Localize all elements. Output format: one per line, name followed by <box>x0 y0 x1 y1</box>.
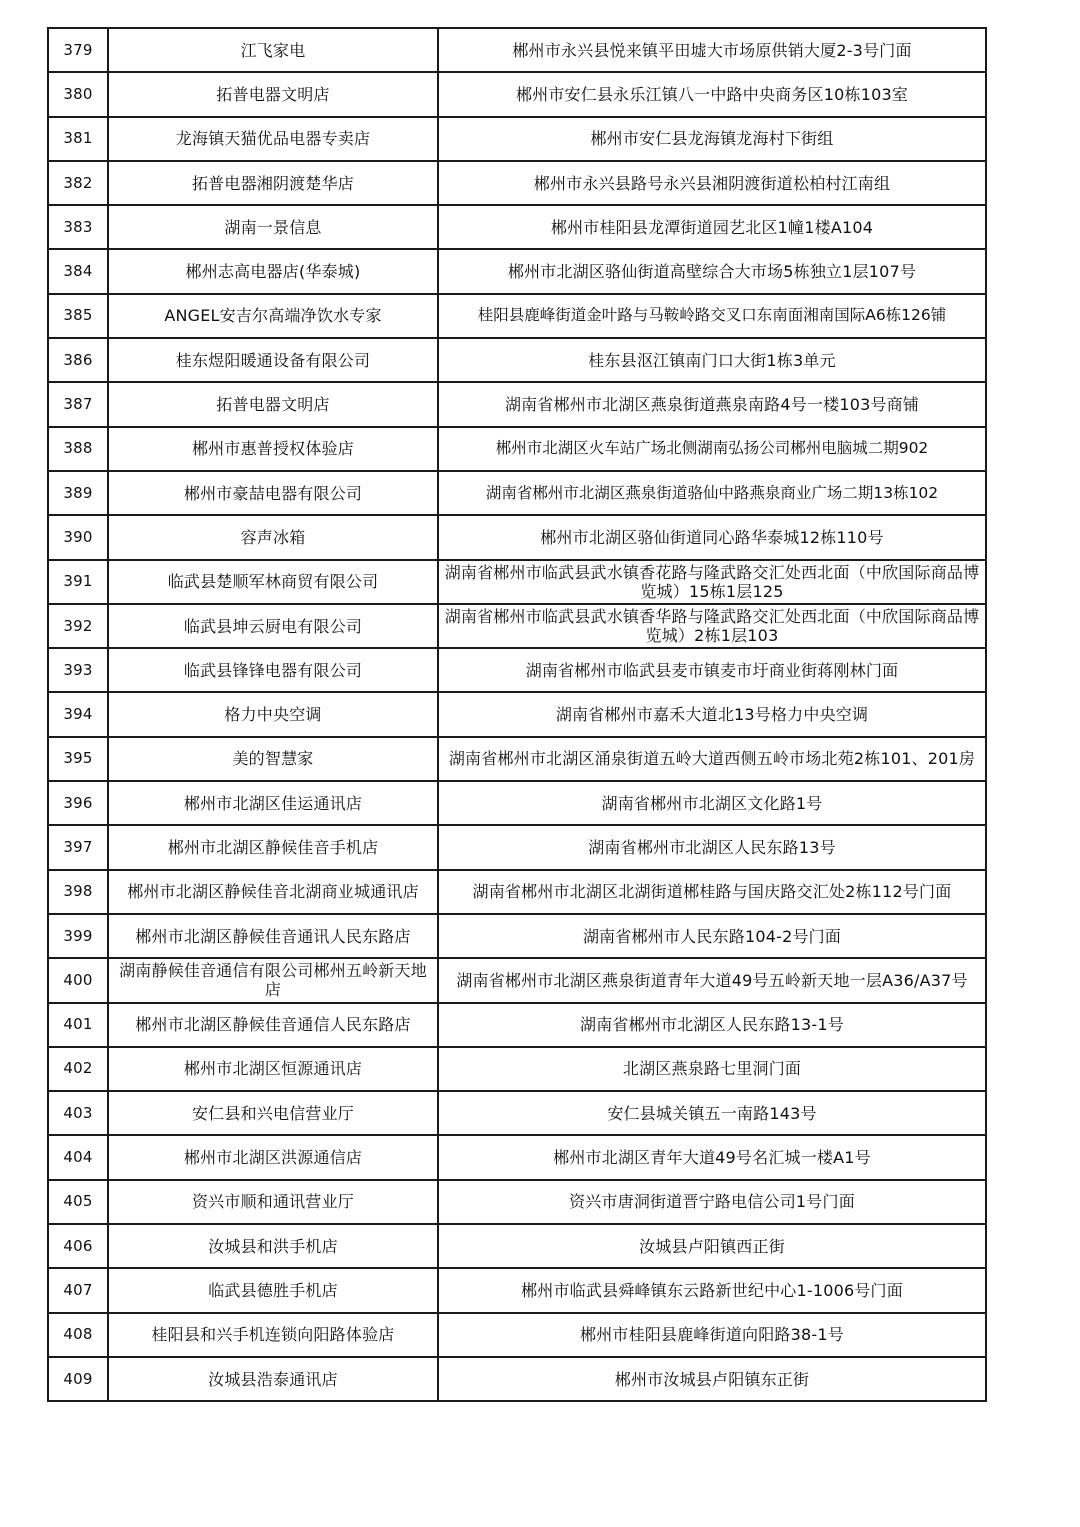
table-row <box>48 870 986 914</box>
store-name: 拓普电器文明店 <box>108 72 438 116</box>
table-row <box>48 1091 986 1135</box>
table-row <box>48 958 986 1002</box>
table-row <box>48 161 986 205</box>
row-number: 396 <box>48 781 108 825</box>
store-address: 郴州市北湖区青年大道49号名汇城一楼A1号 <box>438 1135 986 1179</box>
store-name: 郴州市北湖区恒源通讯店 <box>108 1047 438 1091</box>
store-name: 郴州市豪喆电器有限公司 <box>108 471 438 515</box>
store-name: 郴州市北湖区静候佳音北湖商业城通讯店 <box>108 870 438 914</box>
table-row <box>48 1357 986 1401</box>
store-name: 湖南一景信息 <box>108 205 438 249</box>
store-address: 郴州市安仁县龙海镇龙海村下街组 <box>438 117 986 161</box>
row-number: 379 <box>48 28 108 72</box>
table-row <box>48 382 986 426</box>
table-row <box>48 604 986 648</box>
store-name: 汝城县浩泰通讯店 <box>108 1357 438 1401</box>
table-row <box>48 249 986 293</box>
table-row <box>48 117 986 161</box>
table-row <box>48 914 986 958</box>
store-name: 郴州市北湖区洪源通信店 <box>108 1135 438 1179</box>
row-number: 387 <box>48 382 108 426</box>
row-number: 403 <box>48 1091 108 1135</box>
store-name: 桂阳县和兴手机连锁向阳路体验店 <box>108 1313 438 1357</box>
store-table <box>47 27 987 1402</box>
row-number: 402 <box>48 1047 108 1091</box>
row-number: 397 <box>48 825 108 869</box>
store-address: 湖南省郴州市北湖区燕泉街道青年大道49号五岭新天地一层A36/A37号 <box>438 958 986 1002</box>
store-address: 郴州市永兴县路号永兴县湘阴渡街道松柏村江南组 <box>438 161 986 205</box>
row-number: 408 <box>48 1313 108 1357</box>
row-number: 407 <box>48 1268 108 1312</box>
store-address: 郴州市北湖区骆仙街道同心路华泰城12栋110号 <box>438 515 986 559</box>
row-number: 399 <box>48 914 108 958</box>
store-address: 郴州市桂阳县龙潭街道园艺北区1幢1楼A104 <box>438 205 986 249</box>
table-row <box>48 427 986 471</box>
table-row <box>48 560 986 604</box>
table-row <box>48 515 986 559</box>
table-row <box>48 1268 986 1312</box>
store-name: 郴州市北湖区静候佳音通信人民东路店 <box>108 1003 438 1047</box>
store-name: 临武县锋锋电器有限公司 <box>108 648 438 692</box>
store-name: 郴州市北湖区静候佳音通讯人民东路店 <box>108 914 438 958</box>
row-number: 381 <box>48 117 108 161</box>
row-number: 386 <box>48 338 108 382</box>
store-name: 临武县楚顺军林商贸有限公司 <box>108 560 438 604</box>
row-number: 395 <box>48 737 108 781</box>
row-number: 394 <box>48 692 108 736</box>
store-name: 郴州市惠普授权体验店 <box>108 427 438 471</box>
store-address: 湖南省郴州市临武县武水镇香花路与隆武路交汇处西北面（中欣国际商品博览城）15栋1层125 <box>438 560 986 604</box>
store-address: 郴州市桂阳县鹿峰街道向阳路38-1号 <box>438 1313 986 1357</box>
table-row <box>48 1135 986 1179</box>
table-row <box>48 471 986 515</box>
store-name: 湖南静候佳音通信有限公司郴州五岭新天地店 <box>108 958 438 1002</box>
store-address: 湖南省郴州市临武县武水镇香华路与隆武路交汇处西北面（中欣国际商品博览城）2栋1层103 <box>438 604 986 648</box>
store-address: 湖南省郴州市北湖区涌泉街道五岭大道西侧五岭市场北苑2栋101、201房 <box>438 737 986 781</box>
store-address: 郴州市北湖区火车站广场北侧湖南弘扬公司郴州电脑城二期902 <box>438 427 986 471</box>
store-table-body <box>48 28 986 1401</box>
store-address: 湖南省郴州市北湖区北湖街道郴桂路与国庆路交汇处2栋112号门面 <box>438 870 986 914</box>
store-name: 桂东煜阳暖通设备有限公司 <box>108 338 438 382</box>
store-address: 安仁县城关镇五一南路143号 <box>438 1091 986 1135</box>
table-row <box>48 1313 986 1357</box>
table-row <box>48 692 986 736</box>
row-number: 409 <box>48 1357 108 1401</box>
store-name: 汝城县和洪手机店 <box>108 1224 438 1268</box>
store-address: 湖南省郴州市北湖区文化路1号 <box>438 781 986 825</box>
table-row <box>48 294 986 338</box>
store-name: 容声冰箱 <box>108 515 438 559</box>
store-address: 郴州市汝城县卢阳镇东正街 <box>438 1357 986 1401</box>
table-row <box>48 781 986 825</box>
store-address: 湖南省郴州市北湖区燕泉街道骆仙中路燕泉商业广场二期13栋102 <box>438 471 986 515</box>
store-name: 临武县德胜手机店 <box>108 1268 438 1312</box>
row-number: 405 <box>48 1180 108 1224</box>
store-name: 拓普电器文明店 <box>108 382 438 426</box>
store-address: 湖南省郴州市北湖区人民东路13号 <box>438 825 986 869</box>
store-address: 郴州市临武县舜峰镇东云路新世纪中心1-1006号门面 <box>438 1268 986 1312</box>
store-name: 拓普电器湘阴渡楚华店 <box>108 161 438 205</box>
row-number: 388 <box>48 427 108 471</box>
store-name: ANGEL安吉尔高端净饮水专家 <box>108 294 438 338</box>
table-row <box>48 28 986 72</box>
store-address: 湖南省郴州市北湖区燕泉街道燕泉南路4号一楼103号商铺 <box>438 382 986 426</box>
store-name: 郴州市北湖区佳运通讯店 <box>108 781 438 825</box>
store-name: 临武县坤云厨电有限公司 <box>108 604 438 648</box>
store-name: 格力中央空调 <box>108 692 438 736</box>
store-address: 郴州市安仁县永乐江镇八一中路中央商务区10栋103室 <box>438 72 986 116</box>
row-number: 383 <box>48 205 108 249</box>
store-address: 北湖区燕泉路七里洞门面 <box>438 1047 986 1091</box>
table-row <box>48 1003 986 1047</box>
row-number: 400 <box>48 958 108 1002</box>
store-address: 湖南省郴州市北湖区人民东路13-1号 <box>438 1003 986 1047</box>
row-number: 385 <box>48 294 108 338</box>
row-number: 401 <box>48 1003 108 1047</box>
store-address: 郴州市北湖区骆仙街道高壁综合大市场5栋独立1层107号 <box>438 249 986 293</box>
store-name: 安仁县和兴电信营业厅 <box>108 1091 438 1135</box>
table-row <box>48 205 986 249</box>
store-name: 龙海镇天猫优品电器专卖店 <box>108 117 438 161</box>
table-row <box>48 825 986 869</box>
table-row <box>48 1224 986 1268</box>
row-number: 391 <box>48 560 108 604</box>
store-address: 桂东县沤江镇南门口大街1栋3单元 <box>438 338 986 382</box>
store-name: 资兴市顺和通讯营业厅 <box>108 1180 438 1224</box>
row-number: 382 <box>48 161 108 205</box>
store-address: 湖南省郴州市临武县麦市镇麦市圩商业街蒋刚林门面 <box>438 648 986 692</box>
store-address: 汝城县卢阳镇西正街 <box>438 1224 986 1268</box>
row-number: 384 <box>48 249 108 293</box>
table-row <box>48 737 986 781</box>
table-row <box>48 72 986 116</box>
store-name: 郴州市北湖区静候佳音手机店 <box>108 825 438 869</box>
row-number: 390 <box>48 515 108 559</box>
store-address: 湖南省郴州市嘉禾大道北13号格力中央空调 <box>438 692 986 736</box>
store-name: 郴州志高电器店(华泰城) <box>108 249 438 293</box>
row-number: 389 <box>48 471 108 515</box>
row-number: 404 <box>48 1135 108 1179</box>
table-row <box>48 648 986 692</box>
row-number: 393 <box>48 648 108 692</box>
store-address: 郴州市永兴县悦来镇平田墟大市场原供销大厦2-3号门面 <box>438 28 986 72</box>
store-list-page <box>47 27 985 1402</box>
table-row <box>48 1047 986 1091</box>
table-row <box>48 338 986 382</box>
row-number: 398 <box>48 870 108 914</box>
row-number: 380 <box>48 72 108 116</box>
store-address: 桂阳县鹿峰街道金叶路与马鞍岭路交叉口东南面湘南国际A6栋126铺 <box>438 294 986 338</box>
store-name: 美的智慧家 <box>108 737 438 781</box>
table-row <box>48 1180 986 1224</box>
store-address: 湖南省郴州市人民东路104-2号门面 <box>438 914 986 958</box>
store-name: 江飞家电 <box>108 28 438 72</box>
row-number: 392 <box>48 604 108 648</box>
store-address: 资兴市唐洞街道晋宁路电信公司1号门面 <box>438 1180 986 1224</box>
row-number: 406 <box>48 1224 108 1268</box>
